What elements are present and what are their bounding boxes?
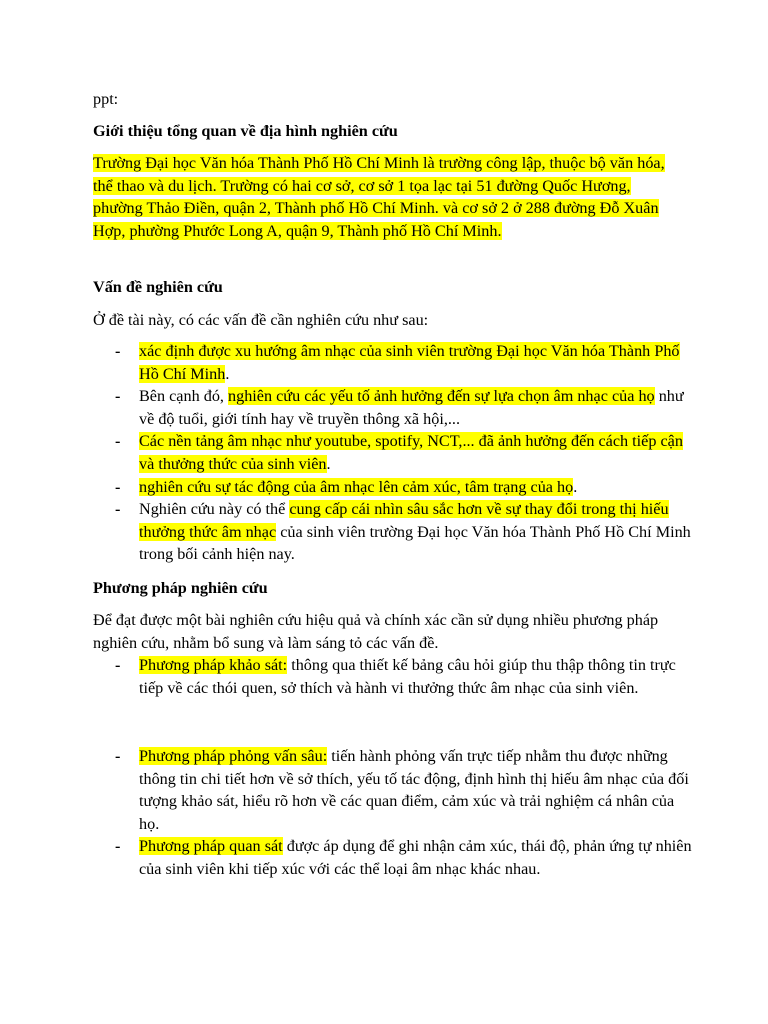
highlighted-text: Trường Đại học Văn hóa Thành Phố Hồ Chí Minh là trường công lập, thuộc bộ văn hóa, thể thao và du lịch. Trường có hai cơ sở, cơ sở 1 tọa lạc tại 51 đường Quốc Hương, phường Thảo Điền, quận 2, Thành phố Hồ Chí Minh. và cơ sở 2 ở 288 đường Đỗ Xuân Hợp, phường Phước Long A, quận 9, Thành phố Hồ Chí Minh. — [93, 154, 665, 240]
dash-bullet-icon: - — [115, 656, 121, 674]
list-item: - Phương pháp quan sát được áp dụng để ghi nhận cảm xúc, thái độ, phản ứng tự nhiên của sinh viên khi tiếp xúc với các thể loại âm nhạc khác nhau. — [115, 837, 692, 878]
dash-bullet-icon: - — [115, 837, 121, 856]
section-heading-methods: Phương pháp nghiên cứu — [93, 579, 268, 597]
methods-intro: Để đạt được một bài nghiên cứu hiệu quả và chính xác cần sử dụng nhiều phương pháp nghiên cứu, nhằm bổ sung và làm sáng tỏ các vấn đề. — [93, 611, 659, 652]
list-item: - xác định được xu hướng âm nhạc của sinh viên trường Đại học Văn hóa Thành Phố Hồ Chí Minh. — [115, 342, 680, 383]
list-item: - nghiên cứu sự tác động của âm nhạc lên cảm xúc, tâm trạng của họ. — [93, 476, 693, 499]
list-item: - Bên cạnh đó, nghiên cứu các yếu tố ảnh hưởng đến sự lựa chọn âm nhạc của họ như về độ tuổi, giới tính hay về truyền thông xã hội,... — [115, 387, 684, 428]
dash-bullet-icon: - — [115, 500, 121, 519]
section-heading-overview: Giới thiệu tổng quan về địa hình nghiên cứu — [93, 122, 398, 140]
list-item: - Các nền tảng âm nhạc như youtube, spotify, NCT,... đã ảnh hưởng đến cách tiếp cận và thưởng thức của sinh viên. — [115, 432, 683, 473]
dash-bullet-icon: - — [115, 477, 121, 496]
dash-bullet-icon: - — [115, 747, 121, 765]
methods-list — [93, 745, 693, 881]
list-item: - Phương pháp phỏng vấn sâu: tiến hành phỏng vấn trực tiếp nhằm thu được những thông tin chi tiết hơn về sở thích, yếu tố tác động, định hình thị hiếu âm nhạc của đối tượng khảo sát, hiểu rõ hơn về các quan điểm, cảm xúc và trải nghiệm cá nhân của họ. — [115, 747, 689, 833]
dash-bullet-icon: - — [115, 387, 121, 406]
dash-bullet-icon: - — [115, 432, 121, 451]
list-item: - Phương pháp khảo sát: thông qua thiết kế bảng câu hỏi giúp thu thập thông tin trực tiếp về các thói quen, sở thích và hành vi thưởng thức âm nhạc của sinh viên. — [115, 656, 676, 697]
methods-list — [93, 654, 693, 699]
overview-paragraph — [93, 152, 683, 242]
dash-bullet-icon: - — [115, 342, 121, 360]
research-problem-intro: Ở đề tài này, có các vấn đề cần nghiên cứu như sau: — [93, 311, 429, 329]
section-heading-research-problem: Vấn đề nghiên cứu — [93, 278, 223, 296]
list-item: - Nghiên cứu này có thể cung cấp cái nhìn sâu sắc hơn về sự thay đổi trong thị hiếu thưởng thức âm nhạc của sinh viên trường Đại học Văn hóa Thành Phố Hồ Chí Minh trong bối cảnh hiện nay. — [115, 500, 691, 564]
research-problem-list — [93, 340, 693, 566]
doc-label: ppt: — [93, 90, 119, 108]
